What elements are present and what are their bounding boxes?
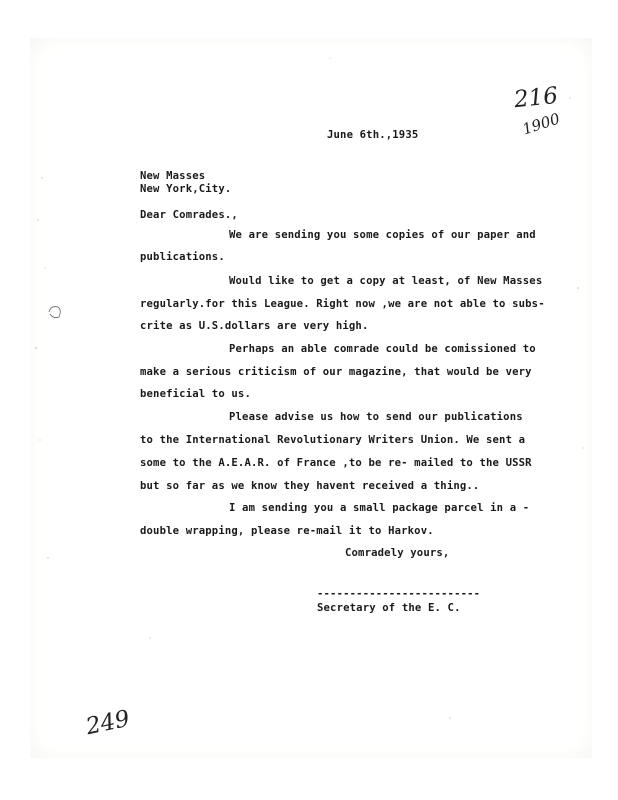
salutation: Dear Comrades., [140, 209, 238, 221]
body-line: to the International Revolutionary Writers Union. We sent a [140, 434, 526, 446]
body-line: regularly.for this League. Right now ,we are not able to subs- [140, 298, 545, 310]
body-line: double wrapping, please re-mail it to Harkov. [140, 525, 434, 537]
body-line: Would like to get a copy at least, of New Masses [229, 275, 543, 287]
body-line: Perhaps an able comrade could be comissioned to [229, 343, 536, 355]
recipient-name: New Masses [140, 170, 206, 182]
letter-date: June 6th.,1935 [327, 129, 419, 141]
letter-page [30, 38, 592, 758]
closing: Comradely yours, [345, 547, 450, 559]
body-line: make a serious criticism of our magazine, that would be very [140, 366, 532, 378]
body-line: beneficial to us. [140, 388, 251, 400]
body-line: some to the A.E.A.R. of France ,to be re- mailed to the USSR [140, 457, 532, 469]
recipient-city: New York,City. [140, 183, 232, 195]
archive-number-bottom: 249 [83, 705, 133, 741]
body-line: publications. [140, 251, 225, 263]
body-line: crite as U.S.dollars are very high. [140, 320, 369, 332]
binding-hole-mark [46, 302, 66, 322]
body-line: Please advise us how to send our publications [229, 411, 523, 423]
signature-line: ------------------------- [317, 588, 481, 600]
archive-number-top: 216 [512, 82, 560, 114]
body-line: but so far as we know they havent received a thing.. [140, 480, 480, 492]
signature-title: Secretary of the E. C. [317, 602, 461, 614]
paper-texture [30, 38, 592, 758]
body-line: We are sending you some copies of our paper and [229, 229, 536, 241]
archive-mark-top: 1900 [520, 109, 563, 139]
body-line: I am sending you a small package parcel in a - [229, 502, 530, 514]
